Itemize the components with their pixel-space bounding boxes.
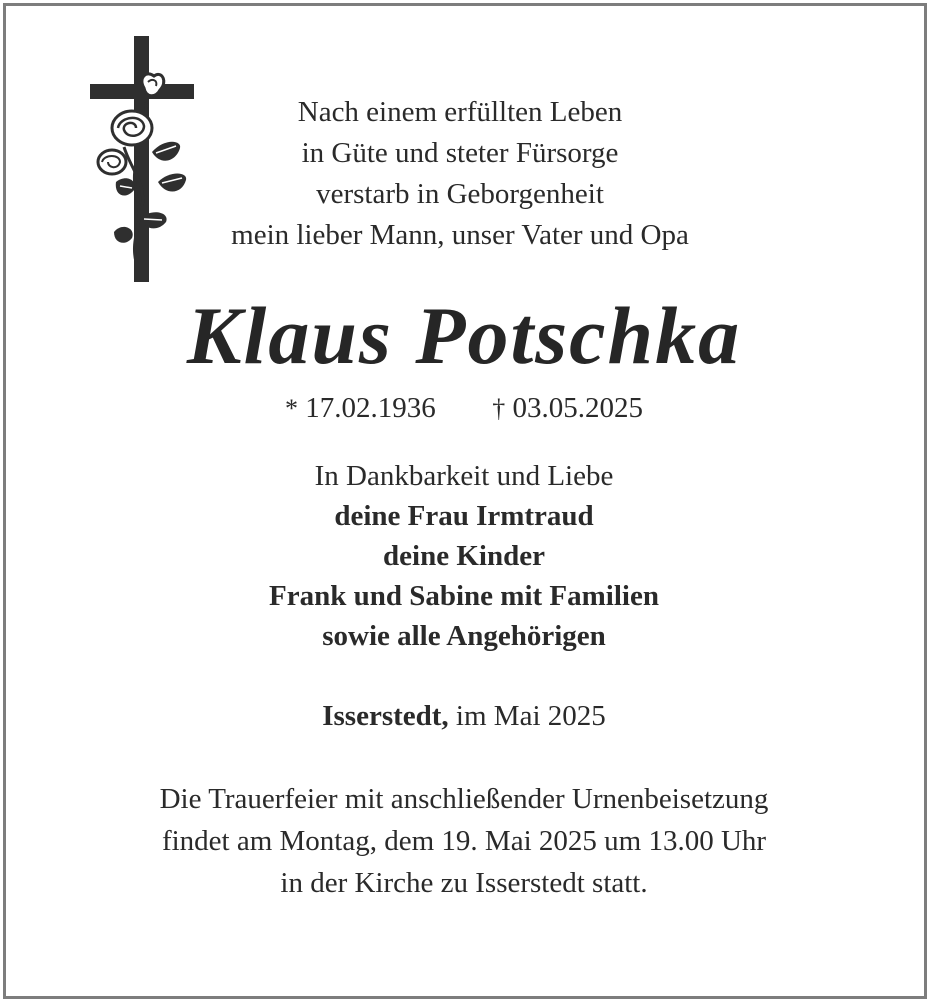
mourner-line: deine Kinder <box>383 540 545 572</box>
ceremony-line: in der Kirche zu Isserstedt statt. <box>280 867 648 899</box>
intro-line: Nach einem erfüllten Leben <box>297 96 623 128</box>
death-date: 03.05.2025 <box>512 392 643 424</box>
place-date <box>0 696 928 736</box>
death-cross-icon: † <box>492 394 506 423</box>
ceremony-line: Die Trauerfeier mit anschließender Urnenbeisetzung <box>159 783 769 815</box>
mourner-line: sowie alle Angehörigen <box>322 620 606 652</box>
place-town: Isserstedt, <box>322 700 449 732</box>
place-month: im Mai 2025 <box>455 700 606 732</box>
birth-star-icon: * <box>285 394 298 423</box>
intro-line: verstarb in Geborgenheit <box>316 178 604 210</box>
deceased-name: Klaus Potschka <box>186 290 742 381</box>
birth-date: 17.02.1936 <box>305 392 436 424</box>
mourner-line: Frank und Sabine mit Familien <box>269 580 659 612</box>
intro-line: mein lieber Mann, unser Vater und Opa <box>231 219 689 251</box>
thanks-line: In Dankbarkeit und Liebe <box>314 460 614 492</box>
life-dates <box>0 388 928 429</box>
intro-text <box>140 92 780 256</box>
ceremony-line: findet am Montag, dem 19. Mai 2025 um 13.00 Uhr <box>161 825 767 857</box>
intro-line: in Güte und steter Fürsorge <box>301 137 619 169</box>
mourners-block <box>0 456 928 656</box>
ceremony-info <box>0 778 928 904</box>
mourner-line: deine Frau Irmtraud <box>334 500 594 532</box>
